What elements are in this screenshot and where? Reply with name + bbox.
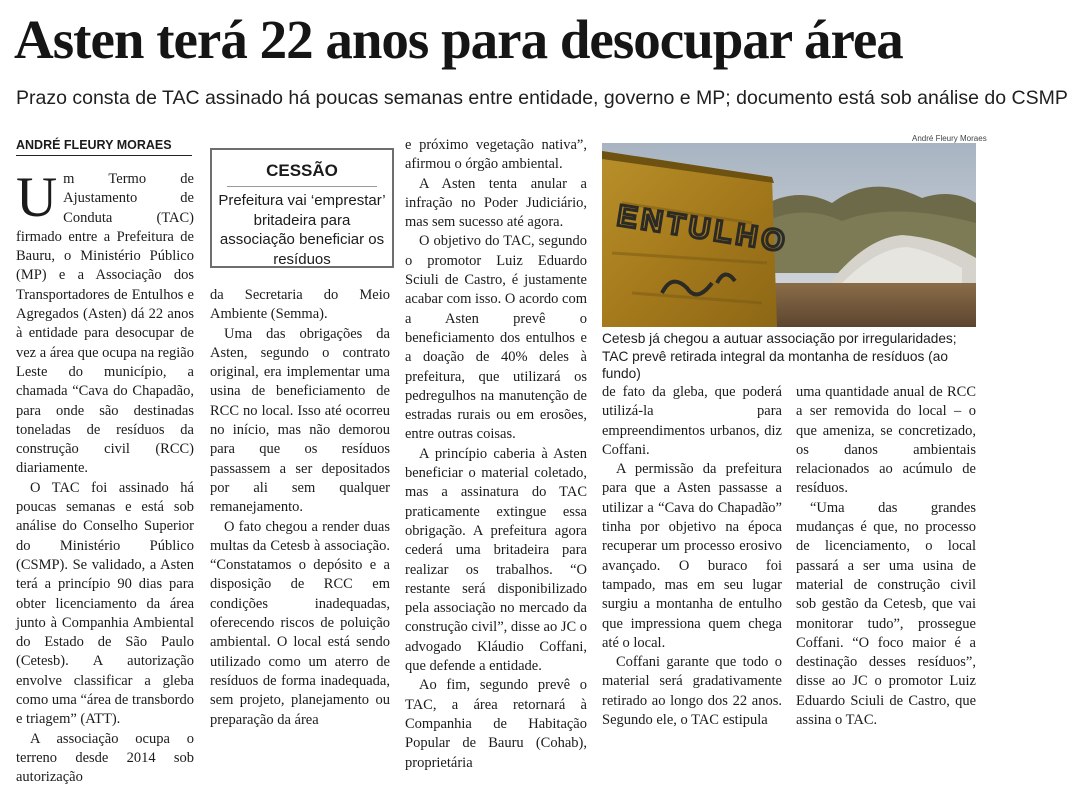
byline: ANDRÉ FLEURY MORAES xyxy=(16,136,192,156)
article-paragraph: A princípio caberia à Asten beneficiar o material coletado, mas a assinatura do TAC praticamente extingue essa obrigação. A prefeitura agora cederá uma britadeira para realizar os trabalhos. “O restante será disponibilizado pela associação no mercado da construção civil”, disse ao JC o advogado Kláudio Coffani, que defende a entidade. xyxy=(405,445,588,675)
article-paragraph: Ao fim, segundo prevê o TAC, a área retornará à Companhia de Habitação Popular de Bauru (Cohab), proprietária xyxy=(405,677,587,771)
article-paragraph: e próximo vegetação nativa”, afirmou o órgão ambiental. xyxy=(405,137,587,173)
drop-cap: U xyxy=(16,166,58,229)
article-paragraph: O TAC foi assinado há poucas semanas e está sob análise do Conselho Superior do Ministério Público (CSMP). Se validado, a Asten terá a princípio 90 dias para obter licenciamento da área junto à Companhia Ambiental do Estado de São Paulo (Cetesb). A autorização envolve classificar a gleba como uma “área de transbordo e triagem” (ATT). xyxy=(16,479,194,728)
article-column-4 xyxy=(602,383,782,729)
article-paragraph: O objetivo do TAC, segundo o promotor Luiz Eduardo Sciuli de Castro, é justamente acabar com isso. O acordo com a Asten prevê o beneficiamento dos entulhos e a doação de 40% deles à prefeitura, que utilizará os pedregulhos na manutenção de estradas rurais ou em erosões, entre outras coisas. xyxy=(405,233,587,443)
article-paragraph: Um Termo de Ajustamento de Conduta (TAC) firmado entre a Prefeitura de Bauru, o Ministério Público (MP) e a Associação dos Transportadores de Entulhos e Agregados (Asten) dá 22 anos à entidade para desocupar de vez a área que ocupa na região Leste do município, a chamada “Cava do Chapadão, para onde são destinadas toneladas de resíduos da construção civil (RCC) diariamente. xyxy=(16,166,194,477)
article-paragraph: A associação ocupa o terreno desde 2014 sob autorização xyxy=(16,730,194,786)
article-paragraph: A Asten tenta anular a infração no Poder Judiciário, mas sem sucesso até agora. xyxy=(405,175,587,231)
article-photo xyxy=(602,143,976,327)
article-paragraph: Coffani garante que todo o material será gradativamente retirado ao longo dos 22 anos. Segundo ele, o TAC estipula xyxy=(602,654,782,729)
article-paragraph: de fato da gleba, que poderá utilizá-la para empreendimentos urbanos, diz Coffani. xyxy=(602,384,782,458)
sidebar-box xyxy=(210,148,394,268)
article-column-1 xyxy=(16,166,194,786)
photo-credit: André Fleury Moraes xyxy=(912,134,987,143)
sidebar-title: CESSÃO xyxy=(266,161,338,180)
photo-sign-text: ENTULHO xyxy=(614,199,791,259)
article-column-5 xyxy=(796,383,976,729)
article-paragraph: “Uma das grandes mudanças é que, no processo de licenciamento, o local passará a ser uma usina de material de construção civil sob gestão da Cetesb, que vai monitorar tudo”, prossegue Coffani. “O foco maior é a destinação desses resíduos”, disse ao JC o promotor Luiz Eduardo Sciuli de Castro, que assina o TAC. xyxy=(796,499,976,729)
photo-caption: Cetesb já chegou a autuar associação por irregularidades; TAC prevê retirada integral da montanha de resíduos (ao fundo) xyxy=(602,331,957,382)
article-paragraph: A permissão da prefeitura para que a Asten passasse a utilizar a “Cava do Chapadão” tinha por objetivo na época recuperar um processo erosivo avançado. O buraco foi tampado, mas em seu lugar surgiu a montanha de entulho que impressiona quem chega até o local. xyxy=(602,461,782,651)
subheadline: Prazo consta de TAC assinado há poucas semanas entre entidade, governo e MP; documento está sob análise do CSMP xyxy=(16,87,1068,109)
sidebar-text: Prefeitura vai ‘emprestar’ britadeira para associação beneficiar os resíduos xyxy=(218,192,386,268)
headline: Asten terá 22 anos para desocupar área xyxy=(14,9,903,70)
article-paragraph: uma quantidade anual de RCC a ser removida do local – o que ameniza, se concretizado, os danos ambientais relacionados ao acúmulo de resíduos. xyxy=(796,384,976,497)
sidebar-divider xyxy=(227,186,377,187)
article-paragraph: da Secretaria do Meio Ambiente (Semma). xyxy=(210,287,390,323)
article-paragraph: Uma das obrigações da Asten, segundo o contrato original, era implementar uma usina de beneficiamento de RCC no local. Isso até ocorreu no início, mas não demorou para que os resíduos passassem a ser depositados por ali sem qualquer remanejamento. xyxy=(210,325,390,516)
article-paragraph: O fato chegou a render duas multas da Cetesb à associação. “Constatamos o depósito e a disposição de RCC em condições inadequadas, oferecendo riscos de poluição ambiental. O local está sendo utilizado como um aterro de resíduos de forma inadequada, sem projeto, planejamento ou preparação da área xyxy=(210,518,390,728)
article-column-2 xyxy=(210,286,390,728)
article-column-3 xyxy=(405,136,588,771)
